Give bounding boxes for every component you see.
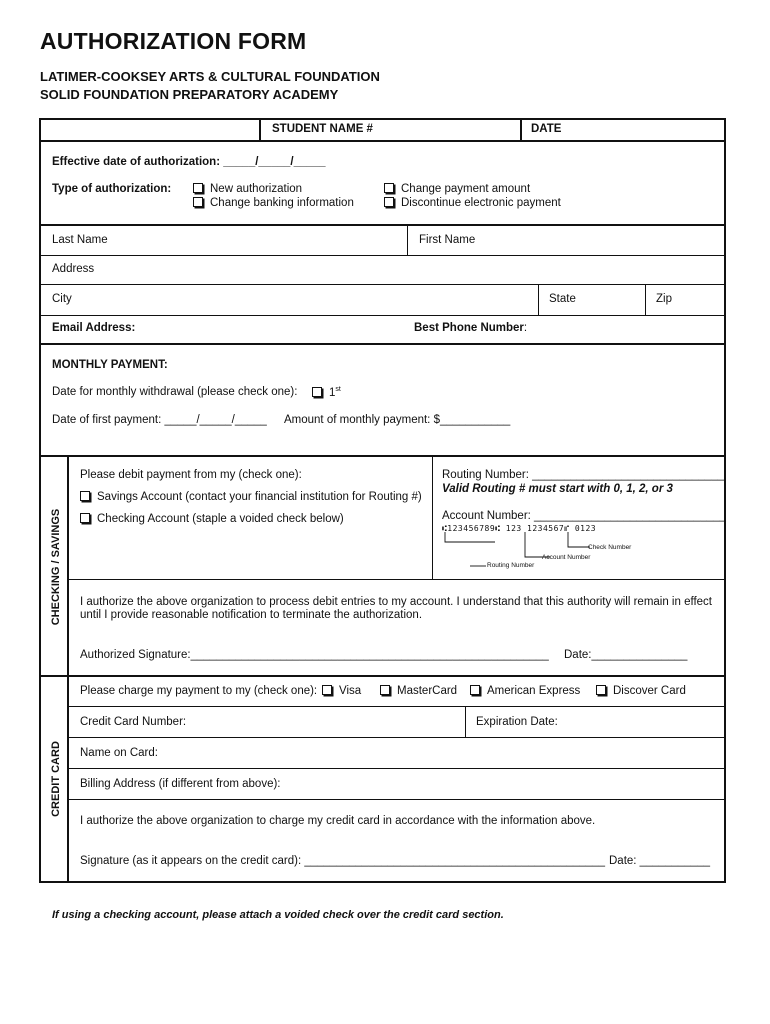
debit-authorization-text-2: until I provide reasonable notification to terminate the authorization. bbox=[80, 609, 423, 621]
effective-date-field[interactable]: Effective date of authorization: _____/_____/_____ bbox=[52, 156, 326, 168]
debit-authorization-text-1: I authorize the above organization to process debit entries to my account. I understand that this authority will remain in effect bbox=[80, 596, 713, 608]
email-field[interactable]: Email Address: bbox=[52, 322, 136, 334]
billing-address-field[interactable]: Billing Address (if different from above): bbox=[80, 778, 281, 790]
checkbox-icon bbox=[80, 491, 90, 501]
checkbox-icon bbox=[596, 685, 606, 695]
expiration-date-field[interactable]: Expiration Date: bbox=[476, 716, 558, 728]
american-express-checkbox[interactable]: American Express bbox=[470, 685, 580, 697]
name-on-card-field[interactable]: Name on Card: bbox=[80, 747, 158, 759]
visa-checkbox[interactable]: Visa bbox=[322, 685, 361, 697]
checkbox-icon bbox=[380, 685, 390, 695]
check-number-label: Check Number bbox=[588, 544, 632, 551]
checkbox-icon bbox=[322, 685, 332, 695]
organization-name: LATIMER-COOKSEY ARTS & CULTURAL FOUNDATION bbox=[40, 69, 380, 84]
withdrawal-date-label: Date for monthly withdrawal (please check one): bbox=[52, 386, 298, 398]
new-authorization-checkbox[interactable]: New authorization bbox=[193, 183, 302, 195]
checkbox-icon bbox=[470, 685, 480, 695]
change-payment-amount-checkbox[interactable]: Change payment amount bbox=[384, 183, 530, 195]
savings-account-checkbox[interactable]: Savings Account (contact your financial institution for Routing #) bbox=[80, 491, 422, 503]
checking-account-checkbox[interactable]: Checking Account (staple a voided check below) bbox=[80, 513, 344, 525]
credit-card-number-field[interactable]: Credit Card Number: bbox=[80, 716, 187, 728]
routing-number-field[interactable]: Routing Number: ______________________________ bbox=[442, 469, 724, 481]
zip-field[interactable]: Zip bbox=[656, 293, 672, 305]
address-field[interactable]: Address bbox=[52, 263, 95, 275]
account-number-field[interactable]: Account Number: ______________________________ bbox=[442, 510, 726, 522]
page-title: AUTHORIZATION FORM bbox=[40, 28, 307, 54]
phone-field[interactable]: Best Phone Number: bbox=[414, 322, 528, 334]
first-name-field[interactable]: First Name bbox=[419, 234, 476, 246]
checkbox-icon bbox=[312, 387, 322, 397]
first-payment-date-field[interactable]: Date of first payment: _____/_____/_____ bbox=[52, 414, 267, 426]
monthly-payment-heading: MONTHLY PAYMENT: bbox=[52, 359, 168, 371]
account-number-label: Account Number bbox=[542, 554, 591, 561]
discover-card-checkbox[interactable]: Discover Card bbox=[596, 685, 686, 697]
charge-prompt: Please charge my payment to my (check one): bbox=[80, 685, 318, 697]
first-of-month-checkbox[interactable]: 1st bbox=[312, 386, 341, 399]
discontinue-payment-checkbox[interactable]: Discontinue electronic payment bbox=[384, 197, 561, 209]
checking-savings-label: CHECKING / SAVINGS bbox=[50, 508, 62, 626]
check-diagram bbox=[440, 532, 640, 572]
checkbox-icon bbox=[193, 197, 203, 207]
checkbox-icon bbox=[80, 513, 90, 523]
credit-card-label: CREDIT CARD bbox=[50, 741, 62, 817]
credit-signature-date-field[interactable]: Date: ___________ bbox=[609, 855, 711, 867]
change-banking-checkbox[interactable]: Change banking information bbox=[193, 197, 354, 209]
mastercard-checkbox[interactable]: MasterCard bbox=[380, 685, 457, 697]
credit-authorization-text: I authorize the above organization to charge my credit card in accordance with the information above. bbox=[80, 815, 596, 827]
last-name-field[interactable]: Last Name bbox=[52, 234, 108, 246]
routing-note: Valid Routing # must start with 0, 1, 2, or 3 bbox=[442, 483, 673, 495]
check-micr-line: ⑆123456789⑆ 123 1234567⑈ 0123 bbox=[442, 524, 597, 533]
state-field[interactable]: State bbox=[549, 293, 576, 305]
type-of-authorization-label: Type of authorization: bbox=[52, 183, 172, 195]
debit-signature-date-field[interactable]: Date:_______________ bbox=[564, 649, 688, 661]
credit-signature-field[interactable]: Signature (as it appears on the credit card): _______________________________________________ bbox=[80, 855, 605, 867]
footer-note: If using a checking account, please attach a voided check over the credit card section. bbox=[52, 909, 504, 921]
date-field[interactable]: DATE bbox=[531, 123, 562, 135]
debit-signature-field[interactable]: Authorized Signature:________________________________________________________ bbox=[80, 649, 549, 661]
city-field[interactable]: City bbox=[52, 293, 72, 305]
checkbox-icon bbox=[384, 197, 394, 207]
routing-number-label: Routing Number bbox=[487, 562, 535, 569]
monthly-amount-field[interactable]: Amount of monthly payment: $___________ bbox=[284, 414, 511, 426]
checkbox-icon bbox=[384, 183, 394, 193]
checkbox-icon bbox=[193, 183, 203, 193]
student-name-field[interactable]: STUDENT NAME # bbox=[272, 123, 373, 135]
debit-prompt: Please debit payment from my (check one): bbox=[80, 469, 302, 481]
academy-name: SOLID FOUNDATION PREPARATORY ACADEMY bbox=[40, 87, 339, 102]
